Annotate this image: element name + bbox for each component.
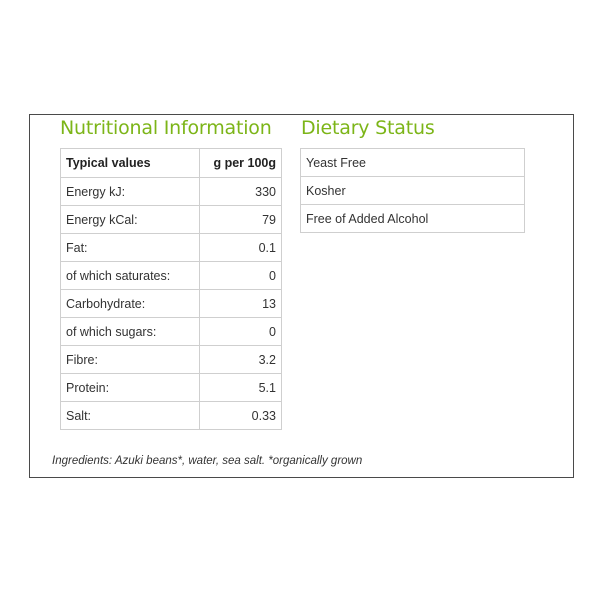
table-row: [61, 178, 282, 206]
dietary-item: Free of Added Alcohol: [301, 205, 525, 233]
header-per-100g: g per 100g: [200, 149, 282, 178]
nutrient-value: 0.33: [200, 402, 282, 430]
table-row: [61, 402, 282, 430]
header-typical-values: Typical values: [61, 149, 200, 178]
table-row: [61, 318, 282, 346]
nutrient-name: of which saturates:: [61, 262, 200, 290]
table-row: [61, 206, 282, 234]
list-item: [301, 205, 525, 233]
table-row: [61, 374, 282, 402]
nutrient-value: 13: [200, 290, 282, 318]
dietary-item: Yeast Free: [301, 149, 525, 177]
nutrient-value: 79: [200, 206, 282, 234]
list-item: [301, 149, 525, 177]
list-item: [301, 177, 525, 205]
dietary-item: Kosher: [301, 177, 525, 205]
product-info-panel: [29, 114, 574, 478]
table-row: [61, 262, 282, 290]
nutrient-value: 330: [200, 178, 282, 206]
dietary-table: [300, 148, 525, 233]
table-row: [61, 290, 282, 318]
nutrient-value: 0: [200, 318, 282, 346]
nutrient-value: 0: [200, 262, 282, 290]
nutrient-value: 5.1: [200, 374, 282, 402]
nutrient-name: of which sugars:: [61, 318, 200, 346]
dietary-heading: Dietary Status: [301, 117, 435, 139]
nutrient-name: Energy kCal:: [61, 206, 200, 234]
ingredients-text: Ingredients: Azuki beans*, water, sea salt. *organically grown: [52, 455, 363, 467]
nutrition-heading: Nutritional Information: [60, 117, 272, 139]
table-header-row: [61, 149, 282, 178]
nutrient-name: Carbohydrate:: [61, 290, 200, 318]
nutrient-name: Protein:: [61, 374, 200, 402]
nutrient-value: 0.1: [200, 234, 282, 262]
nutrient-name: Salt:: [61, 402, 200, 430]
nutrient-value: 3.2: [200, 346, 282, 374]
nutrient-name: Fibre:: [61, 346, 200, 374]
nutrient-name: Fat:: [61, 234, 200, 262]
nutrition-table: [60, 148, 282, 430]
table-row: [61, 346, 282, 374]
nutrient-name: Energy kJ:: [61, 178, 200, 206]
table-row: [61, 234, 282, 262]
